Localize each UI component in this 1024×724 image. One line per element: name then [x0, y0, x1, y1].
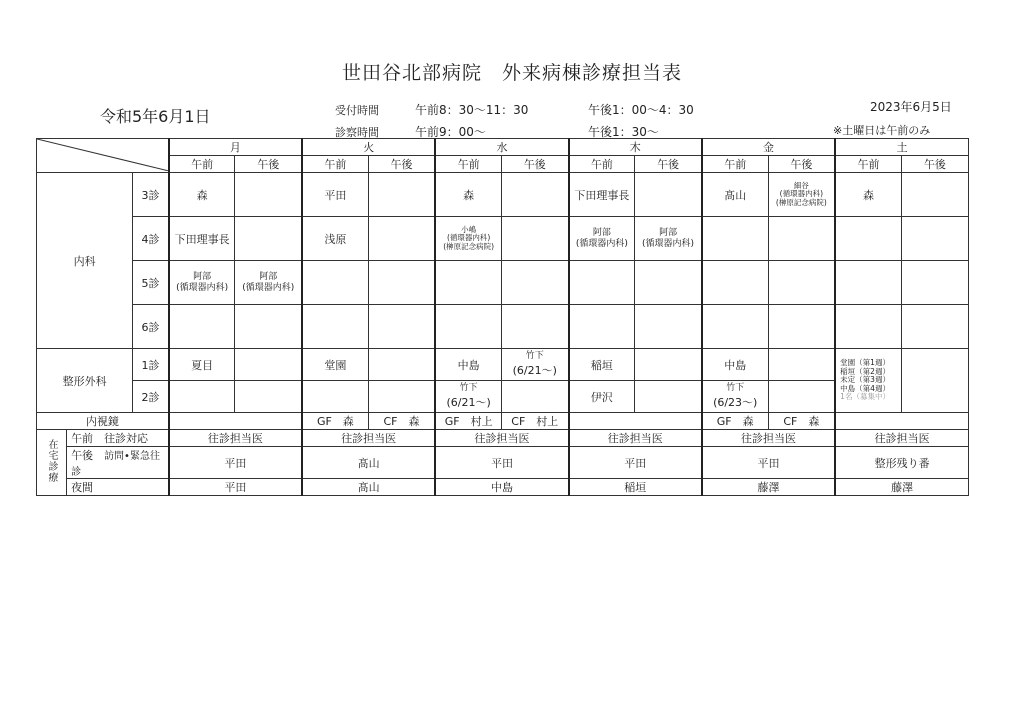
schedule-cell — [569, 305, 635, 349]
schedule-cell — [235, 381, 302, 413]
day-header: 金 — [702, 139, 835, 156]
schedule-cell — [835, 261, 901, 305]
schedule-cell: CF 森 — [768, 413, 835, 430]
rotation-line: 未定（第3週） — [840, 375, 890, 385]
ortho-label: 整形外科 — [37, 349, 133, 413]
session-am: 午前 — [569, 156, 635, 173]
schedule-cell: CF 村上 — [501, 413, 568, 430]
schedule-cell — [901, 173, 968, 217]
corner-diagonal — [37, 139, 169, 171]
doctor-hospital: (榊原記念病院) — [443, 241, 495, 251]
room-label: 5診 — [133, 261, 169, 305]
schedule-cell: 下田理事長 — [169, 217, 235, 261]
room-label: 4診 — [133, 217, 169, 261]
schedule-table — [36, 138, 969, 496]
session-am: 午前 — [169, 156, 235, 173]
rotation-line: 稲垣（第2週） — [840, 366, 890, 376]
schedule-cell — [235, 261, 302, 305]
schedule-cell: GF 森 — [702, 413, 768, 430]
schedule-cell: 稲垣 — [569, 479, 702, 496]
schedule-cell: 平田 — [435, 447, 568, 479]
era-date: 令和5年6月1日 — [100, 107, 211, 126]
doctor-dept: (循環器内科) — [779, 189, 824, 199]
session-pm: 午後 — [368, 156, 435, 173]
schedule-cell: 平田 — [302, 173, 368, 217]
doctor-name: 阿部 — [592, 228, 611, 239]
schedule-cell: 堂園 — [302, 349, 368, 381]
doctor-name: 小嶋 — [461, 224, 477, 234]
home-row-label: 午後 訪問•緊急往診 — [67, 447, 169, 479]
schedule-cell — [901, 261, 968, 305]
rotation-line: 1名（募集中） — [840, 392, 890, 402]
session-pm: 午後 — [235, 156, 302, 173]
schedule-cell — [368, 217, 435, 261]
doctor-name: 細谷 — [793, 180, 809, 190]
schedule-cell — [501, 217, 568, 261]
schedule-cell: 髙山 — [702, 173, 768, 217]
doctor-name: 阿部 — [193, 272, 212, 283]
schedule-cell — [569, 261, 635, 305]
schedule-cell: 藤澤 — [835, 479, 968, 496]
schedule-cell — [901, 349, 968, 413]
schedule-cell: CF 森 — [368, 413, 435, 430]
schedule-cell: 平田 — [569, 447, 702, 479]
schedule-cell — [901, 217, 968, 261]
schedule-cell: 平田 — [169, 479, 302, 496]
schedule-cell — [635, 261, 702, 305]
schedule-cell — [768, 349, 835, 381]
session-am: 午前 — [835, 156, 901, 173]
schedule-cell — [169, 305, 235, 349]
day-header: 木 — [569, 139, 702, 156]
schedule-cell — [368, 261, 435, 305]
session-pm: 午後 — [901, 156, 968, 173]
schedule-cell — [235, 217, 302, 261]
home-row-label: 夜間 — [67, 479, 169, 496]
schedule-cell: 森 — [835, 173, 901, 217]
schedule-cell — [768, 261, 835, 305]
schedule-cell — [768, 173, 835, 217]
schedule-cell: 浅原 — [302, 217, 368, 261]
schedule-cell — [235, 305, 302, 349]
schedule-cell — [368, 381, 435, 413]
doctor-hospital: (榊原記念病院) — [775, 197, 827, 207]
doctor-name: 竹下 — [726, 383, 745, 394]
schedule-cell — [501, 349, 568, 381]
schedule-cell: 下田理事長 — [569, 173, 635, 217]
schedule-cell: 髙山 — [302, 447, 435, 479]
schedule-cell — [635, 349, 702, 381]
schedule-cell — [635, 173, 702, 217]
doctor-name: 阿部 — [259, 272, 278, 283]
start-date: (6/23～) — [713, 395, 758, 409]
schedule-cell — [435, 217, 501, 261]
schedule-cell — [702, 381, 768, 413]
home-row-label: 午前 往診対応 — [67, 430, 169, 447]
schedule-cell: 往診担当医 — [702, 430, 835, 447]
corner-cell — [37, 139, 169, 173]
schedule-cell — [835, 305, 901, 349]
schedule-cell — [835, 349, 901, 413]
schedule-cell: 夏目 — [169, 349, 235, 381]
doctor-name: 竹下 — [525, 351, 544, 362]
endoscopy-label: 内視鏡 — [37, 413, 169, 430]
schedule-cell — [768, 305, 835, 349]
schedule-cell: 往診担当医 — [569, 430, 702, 447]
consult-label: 診察時間 — [335, 126, 379, 139]
schedule-cell: 整形残り番 — [835, 447, 968, 479]
schedule-cell: 往診担当医 — [169, 430, 302, 447]
schedule-cell — [169, 381, 235, 413]
doctor-dept: (循環器内科) — [176, 282, 229, 293]
schedule-cell: 往診担当医 — [435, 430, 568, 447]
day-header: 火 — [302, 139, 435, 156]
schedule-cell: 伊沢 — [569, 381, 635, 413]
reception-pm: 午後1：00～4：30 — [588, 103, 694, 117]
schedule-cell: 稲垣 — [569, 349, 635, 381]
schedule-cell — [302, 261, 368, 305]
schedule-cell — [501, 261, 568, 305]
saturday-note: ※土曜日は午前のみ — [833, 124, 931, 137]
doctor-dept: (循環器内科) — [575, 238, 628, 249]
schedule-cell — [702, 305, 768, 349]
home-care-label: 在宅診療 — [37, 430, 67, 496]
consult-pm: 午後1：30～ — [588, 125, 659, 139]
schedule-cell — [768, 381, 835, 413]
schedule-cell — [835, 217, 901, 261]
schedule-cell: 髙山 — [302, 479, 435, 496]
schedule-cell: 平田 — [169, 447, 302, 479]
start-date: (6/21～) — [512, 363, 557, 377]
schedule-cell — [635, 305, 702, 349]
session-am: 午前 — [435, 156, 501, 173]
schedule-cell — [368, 173, 435, 217]
schedule-cell — [435, 381, 501, 413]
schedule-cell — [835, 413, 968, 430]
day-header: 土 — [835, 139, 968, 156]
schedule-cell — [302, 381, 368, 413]
schedule-cell — [501, 305, 568, 349]
doctor-dept: (循環器内科) — [242, 282, 295, 293]
schedule-cell — [169, 413, 302, 430]
schedule-cell — [302, 305, 368, 349]
schedule-cell: GF 村上 — [435, 413, 501, 430]
schedule-cell: 中島 — [702, 349, 768, 381]
schedule-cell — [368, 305, 435, 349]
schedule-cell: 往診担当医 — [835, 430, 968, 447]
room-label: 3診 — [133, 173, 169, 217]
room-label: 6診 — [133, 305, 169, 349]
start-date: (6/21～) — [446, 395, 491, 409]
room-label: 2診 — [133, 381, 169, 413]
schedule-cell — [569, 217, 635, 261]
schedule-cell — [702, 217, 768, 261]
schedule-cell: 往診担当医 — [302, 430, 435, 447]
schedule-cell — [169, 261, 235, 305]
schedule-cell — [435, 305, 501, 349]
schedule-cell: 藤澤 — [702, 479, 835, 496]
schedule-cell — [368, 349, 435, 381]
schedule-cell — [235, 349, 302, 381]
schedule-cell: GF 森 — [302, 413, 368, 430]
reception-am: 午前8：30～11：30 — [415, 103, 529, 117]
schedule-cell — [501, 381, 568, 413]
schedule-cell — [235, 173, 302, 217]
schedule-cell — [901, 305, 968, 349]
reception-label: 受付時間 — [335, 104, 379, 117]
issue-date: 2023年6月5日 — [870, 100, 952, 114]
room-label: 1診 — [133, 349, 169, 381]
rotation-line: 堂園（第1週） — [840, 357, 890, 367]
session-am: 午前 — [302, 156, 368, 173]
consult-am: 午前9：00～ — [415, 125, 486, 139]
schedule-cell — [501, 173, 568, 217]
schedule-cell: 森 — [435, 173, 501, 217]
schedule-cell — [702, 261, 768, 305]
session-pm: 午後 — [501, 156, 568, 173]
session-pm: 午後 — [768, 156, 835, 173]
schedule-cell: 中島 — [435, 349, 501, 381]
schedule-cell — [569, 413, 702, 430]
doctor-dept: (循環器内科) — [446, 233, 491, 243]
doctor-name: 竹下 — [459, 383, 478, 394]
rotation-line: 中島（第4週） — [840, 383, 890, 393]
page-title: 世田谷北部病院 外来病棟診療担当表 — [341, 62, 682, 84]
schedule-cell — [435, 261, 501, 305]
schedule-cell: 平田 — [702, 447, 835, 479]
doctor-dept: (循環器内科) — [642, 238, 695, 249]
session-pm: 午後 — [635, 156, 702, 173]
schedule-cell: 中島 — [435, 479, 568, 496]
internal-label: 内科 — [37, 173, 133, 349]
schedule-cell — [768, 217, 835, 261]
doctor-name: 阿部 — [659, 228, 678, 239]
schedule-cell — [635, 217, 702, 261]
schedule-cell: 森 — [169, 173, 235, 217]
day-header: 水 — [435, 139, 568, 156]
session-am: 午前 — [702, 156, 768, 173]
schedule-cell — [635, 381, 702, 413]
day-header: 月 — [169, 139, 302, 156]
